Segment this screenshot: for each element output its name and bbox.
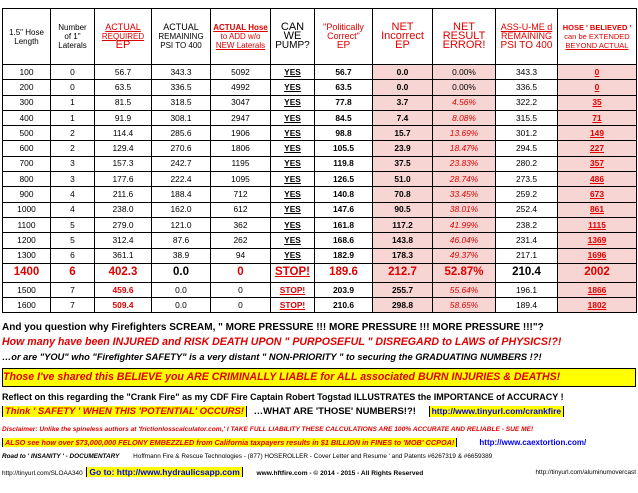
cell-laterals: 0 [51, 65, 95, 80]
cell-laterals: 1 [51, 95, 95, 110]
cell-assumed-remaining: 252.4 [496, 202, 558, 217]
cell-net-result: 8.08% [433, 110, 496, 125]
cell-laterals: 5 [51, 233, 95, 248]
cell-actual-required: 56.7 [95, 65, 152, 80]
header-net-result: NET RESULT ERROR! [433, 9, 496, 65]
cell-actual-remaining: 336.5 [152, 80, 211, 95]
cell-politically-correct: 98.8 [315, 126, 373, 141]
cell-assumed-remaining: 336.5 [496, 80, 558, 95]
table-row [3, 202, 637, 217]
table-row [3, 110, 637, 125]
table-row [3, 187, 637, 202]
line-footer [2, 467, 636, 477]
cell-actual-required: 129.4 [95, 141, 152, 156]
cell-actual-hose: 0 [211, 263, 271, 282]
what-are-numbers: …WHAT ARE 'THOSE' NUMBERS!?! [253, 406, 416, 417]
cell-actual-remaining: 285.6 [152, 126, 211, 141]
cell-laterals: 2 [51, 126, 95, 141]
header-row [3, 9, 637, 65]
cell-assumed-remaining: 294.5 [496, 141, 558, 156]
table-row [3, 65, 637, 80]
cell-can-pump: YES [271, 80, 315, 95]
cell-actual-remaining: 343.3 [152, 65, 211, 80]
cell-length: 100 [3, 65, 51, 80]
cell-laterals: 3 [51, 156, 95, 171]
header-hose-believed: HOSE ' BELIEVED ' can be EXTENDED BEYOND ACTUAL [558, 9, 637, 65]
cell-hose-believed: 0 [558, 65, 637, 80]
hoffmann-line: Hoffmann Fire & Rescue Technologies - (877) HOSEROLLER - Cover Letter and Resume ' and Patents #6267319 & #6659389 [133, 453, 493, 460]
cell-actual-remaining: 270.6 [152, 141, 211, 156]
cell-can-pump: YES [271, 217, 315, 232]
cell-laterals: 1 [51, 110, 95, 125]
cell-politically-correct: 63.5 [315, 80, 373, 95]
table-row [3, 217, 637, 232]
cell-net-result: 58.65% [433, 298, 496, 313]
cell-net-result: 23.83% [433, 156, 496, 171]
cell-net-incorrect: 90.5 [373, 202, 433, 217]
cell-actual-required: 238.0 [95, 202, 152, 217]
cell-actual-required: 279.0 [95, 217, 152, 232]
cell-net-result: 38.01% [433, 202, 496, 217]
header-length: 1.5" Hose Length [3, 9, 51, 65]
cell-hose-believed: 227 [558, 141, 637, 156]
cell-politically-correct: 77.8 [315, 95, 373, 110]
cell-assumed-remaining: 322.2 [496, 95, 558, 110]
think-safety-box: Think ' SAFETY ' WHEN THIS 'POTENTIAL' OCCURS! [2, 406, 247, 417]
cell-assumed-remaining: 217.1 [496, 248, 558, 263]
cell-politically-correct: 84.5 [315, 110, 373, 125]
header-actual-hose: ACTUAL Hose to ADD w/o NEW Laterals [211, 9, 271, 65]
cell-can-pump: YES [271, 141, 315, 156]
cell-actual-hose: 362 [211, 217, 271, 232]
cell-can-pump: YES [271, 248, 315, 263]
cell-can-pump: YES [271, 187, 315, 202]
line-also-see [2, 438, 586, 447]
cell-laterals: 0 [51, 80, 95, 95]
cell-actual-remaining: 308.1 [152, 110, 211, 125]
cell-can-pump: YES [271, 110, 315, 125]
cell-actual-required: 63.5 [95, 80, 152, 95]
header-actual-remaining: ACTUAL REMAINING PSI TO 400 [152, 9, 211, 65]
cell-length: 500 [3, 126, 51, 141]
table-row [3, 80, 637, 95]
line-crank-fire: Reflect on this regarding the "Crank Fire" as my CDF Fire Captain Robert Togstad ILLUSTRATES the IMPORTANCE of ACCURACY ! [2, 392, 564, 402]
header-net-incorrect: NET Incorrect EP [373, 9, 433, 65]
cell-actual-required: 509.4 [95, 298, 152, 313]
cell-laterals: 3 [51, 172, 95, 187]
cell-laterals: 6 [51, 263, 95, 282]
cell-actual-hose: 5092 [211, 65, 271, 80]
cell-net-result: 18.47% [433, 141, 496, 156]
table-row [3, 248, 637, 263]
cell-laterals: 4 [51, 187, 95, 202]
cell-politically-correct: 56.7 [315, 65, 373, 80]
cell-length: 1100 [3, 217, 51, 232]
cell-actual-hose: 1906 [211, 126, 271, 141]
cell-net-incorrect: 51.0 [373, 172, 433, 187]
table-row [3, 95, 637, 110]
cell-net-incorrect: 7.4 [373, 110, 433, 125]
table-row [3, 126, 637, 141]
cell-actual-remaining: 222.4 [152, 172, 211, 187]
cell-net-result: 49.37% [433, 248, 496, 263]
caextortion-link[interactable]: http://www.caextortion.com/ [479, 438, 587, 447]
cell-net-result: 55.64% [433, 282, 496, 297]
cell-politically-correct: 210.6 [315, 298, 373, 313]
cell-length: 1500 [3, 282, 51, 297]
cell-can-pump: STOP! [271, 263, 315, 282]
cell-politically-correct: 168.6 [315, 233, 373, 248]
cell-net-incorrect: 3.7 [373, 95, 433, 110]
table-row [3, 156, 637, 171]
cell-actual-required: 459.6 [95, 282, 152, 297]
line-disclaimer: Disclaimer: Unlike the spineless authors at 'frictionlosscalculator.com,' I TAKE FULL LIABILITY THESE CALCULATIONS ARE 100% ACCURATE AND RELIABLE - SUE ME! [2, 426, 534, 433]
cell-hose-believed: 0 [558, 80, 637, 95]
friction-loss-table [2, 8, 637, 313]
cell-assumed-remaining: 273.5 [496, 172, 558, 187]
cell-politically-correct: 161.8 [315, 217, 373, 232]
cell-assumed-remaining: 315.5 [496, 110, 558, 125]
cell-net-incorrect: 0.0 [373, 80, 433, 95]
line-think-safety [2, 406, 564, 417]
cell-hose-believed: 149 [558, 126, 637, 141]
cell-actual-required: 402.3 [95, 263, 152, 282]
cell-length: 1400 [3, 263, 51, 282]
cell-hose-believed: 1115 [558, 217, 637, 232]
line-injured: How many have been INJURED and RISK DEATH UPON " PURPOSEFUL " DISREGARD to LAWS of PHYSICS!?! [2, 336, 562, 348]
cell-laterals: 2 [51, 141, 95, 156]
cell-can-pump: YES [271, 202, 315, 217]
documentary-link[interactable]: Road to ' INSANITY ' - DOCUMENTARY [2, 453, 120, 460]
cell-assumed-remaining: 231.4 [496, 233, 558, 248]
cell-actual-required: 157.3 [95, 156, 152, 171]
cell-actual-hose: 94 [211, 248, 271, 263]
cell-net-result: 41.99% [433, 217, 496, 232]
cell-length: 1600 [3, 298, 51, 313]
cell-actual-required: 114.4 [95, 126, 152, 141]
cell-hose-believed: 1866 [558, 282, 637, 297]
header-politically-correct: "Politically Correct" EP [315, 9, 373, 65]
header-actual-required: ACTUAL REQUIRED EP [95, 9, 152, 65]
sloaa-link[interactable]: http://tinyurl.com/SLOAA340 [2, 470, 83, 477]
cell-length: 1200 [3, 233, 51, 248]
cell-actual-hose: 2947 [211, 110, 271, 125]
cell-actual-remaining: 242.7 [152, 156, 211, 171]
cell-actual-remaining: 0.0 [152, 298, 211, 313]
cell-net-incorrect: 298.8 [373, 298, 433, 313]
header-can-we-pump: CAN WE PUMP? [271, 9, 315, 65]
cell-laterals: 5 [51, 217, 95, 232]
cell-actual-remaining: 318.5 [152, 95, 211, 110]
cell-can-pump: STOP! [271, 298, 315, 313]
cell-politically-correct: 140.8 [315, 187, 373, 202]
cell-actual-remaining: 0.0 [152, 263, 211, 282]
cell-net-incorrect: 143.8 [373, 233, 433, 248]
cell-net-incorrect: 70.8 [373, 187, 433, 202]
cell-actual-hose: 0 [211, 298, 271, 313]
cell-hose-believed: 673 [558, 187, 637, 202]
table-row [3, 233, 637, 248]
cell-hose-believed: 1369 [558, 233, 637, 248]
cell-length: 300 [3, 95, 51, 110]
header-laterals: Number of 1" Laterals [51, 9, 95, 65]
cell-assumed-remaining: 210.4 [496, 263, 558, 282]
line-scream: And you question why Firefighters SCREAM, " MORE PRESSURE !!! MORE PRESSURE !!! MORE PRESSURE !!!"? [2, 322, 544, 333]
cell-actual-remaining: 87.6 [152, 233, 211, 248]
cell-length: 1000 [3, 202, 51, 217]
aluminumovercast-link[interactable]: http://tinyurl.com/aluminumovercast [535, 469, 636, 476]
line-liable: Those I've shared this BELIEVE you ARE CRIMINALLY LIABLE for ALL associated BURN INJURIES & DEATHS! [2, 368, 636, 387]
cell-actual-hose: 0 [211, 282, 271, 297]
cell-can-pump: YES [271, 65, 315, 80]
cell-politically-correct: 182.9 [315, 248, 373, 263]
cell-actual-remaining: 0.0 [152, 282, 211, 297]
cell-actual-required: 91.9 [95, 110, 152, 125]
line-non-priority: …or are "YOU" who "Firefighter SAFETY" is a very distant " NON-PRIORITY " to securing the GRADUATING NUMBERS !?! [2, 352, 542, 362]
table-row [3, 172, 637, 187]
cell-net-result: 52.87% [433, 263, 496, 282]
cell-laterals: 7 [51, 282, 95, 297]
cell-politically-correct: 105.5 [315, 141, 373, 156]
cell-actual-hose: 612 [211, 202, 271, 217]
cell-length: 800 [3, 172, 51, 187]
cell-hose-believed: 1696 [558, 248, 637, 263]
table-body [3, 65, 637, 313]
copyright: www.hftfire.com - © 2014 - 2015 - All Rights Reserved [256, 470, 424, 477]
line-road-to-insanity [2, 453, 492, 460]
cell-hose-believed: 71 [558, 110, 637, 125]
cell-politically-correct: 147.6 [315, 202, 373, 217]
cell-actual-remaining: 188.4 [152, 187, 211, 202]
cell-net-incorrect: 37.5 [373, 156, 433, 171]
cell-assumed-remaining: 189.4 [496, 298, 558, 313]
cell-net-incorrect: 255.7 [373, 282, 433, 297]
header-assumed-remaining: ASS-U-ME d REMAINING PSI TO 400 [496, 9, 558, 65]
cell-hose-believed: 35 [558, 95, 637, 110]
cell-net-result: 28.74% [433, 172, 496, 187]
cell-actual-required: 361.1 [95, 248, 152, 263]
cell-actual-hose: 1195 [211, 156, 271, 171]
cell-politically-correct: 126.5 [315, 172, 373, 187]
crankfire-link[interactable]: http://www.tinyurl.com/crankfire [429, 406, 565, 417]
embezzled-box: ALSO see how over $73,000,000 FELONY EMBEZZLED from California taxpayers results in $1 BILLION in FINES to 'MOB' CCPOA! [2, 438, 457, 447]
cell-net-incorrect: 15.7 [373, 126, 433, 141]
cell-assumed-remaining: 259.2 [496, 187, 558, 202]
cell-politically-correct: 203.9 [315, 282, 373, 297]
cell-can-pump: YES [271, 172, 315, 187]
cell-hose-believed: 861 [558, 202, 637, 217]
cell-can-pump: YES [271, 156, 315, 171]
cell-laterals: 4 [51, 202, 95, 217]
cell-assumed-remaining: 301.2 [496, 126, 558, 141]
cell-actual-hose: 1806 [211, 141, 271, 156]
cell-actual-remaining: 121.0 [152, 217, 211, 232]
cell-net-incorrect: 178.3 [373, 248, 433, 263]
cell-hose-believed: 1802 [558, 298, 637, 313]
cell-actual-required: 81.5 [95, 95, 152, 110]
table-row [3, 282, 637, 297]
cell-actual-hose: 3047 [211, 95, 271, 110]
cell-length: 200 [3, 80, 51, 95]
cell-politically-correct: 189.6 [315, 263, 373, 282]
cell-net-incorrect: 23.9 [373, 141, 433, 156]
cell-net-result: 4.56% [433, 95, 496, 110]
cell-can-pump: YES [271, 95, 315, 110]
cell-length: 600 [3, 141, 51, 156]
cell-length: 700 [3, 156, 51, 171]
cell-net-incorrect: 212.7 [373, 263, 433, 282]
cell-actual-remaining: 38.9 [152, 248, 211, 263]
cell-length: 400 [3, 110, 51, 125]
cell-hose-believed: 2002 [558, 263, 637, 282]
cell-can-pump: YES [271, 126, 315, 141]
cell-assumed-remaining: 196.1 [496, 282, 558, 297]
cell-net-incorrect: 117.2 [373, 217, 433, 232]
cell-net-incorrect: 0.0 [373, 65, 433, 80]
table-row [3, 141, 637, 156]
cell-net-result: 0.00% [433, 80, 496, 95]
cell-net-result: 46.04% [433, 233, 496, 248]
cell-length: 1300 [3, 248, 51, 263]
cell-can-pump: STOP! [271, 282, 315, 297]
table-row-highlight [3, 263, 637, 282]
cell-actual-hose: 262 [211, 233, 271, 248]
cell-politically-correct: 119.8 [315, 156, 373, 171]
cell-actual-hose: 712 [211, 187, 271, 202]
cell-hose-believed: 486 [558, 172, 637, 187]
cell-hose-believed: 357 [558, 156, 637, 171]
cell-laterals: 6 [51, 248, 95, 263]
cell-length: 900 [3, 187, 51, 202]
cell-assumed-remaining: 238.2 [496, 217, 558, 232]
cell-actual-required: 211.6 [95, 187, 152, 202]
cell-net-result: 13.69% [433, 126, 496, 141]
hydraulicsapp-link[interactable]: Go to: http://www.hydraulicsapp.com [86, 467, 242, 477]
cell-assumed-remaining: 343.3 [496, 65, 558, 80]
cell-laterals: 7 [51, 298, 95, 313]
cell-actual-hose: 1095 [211, 172, 271, 187]
cell-assumed-remaining: 280.2 [496, 156, 558, 171]
cell-actual-hose: 4992 [211, 80, 271, 95]
cell-actual-remaining: 162.0 [152, 202, 211, 217]
cell-actual-required: 177.6 [95, 172, 152, 187]
table-row [3, 298, 637, 313]
cell-net-result: 33.45% [433, 187, 496, 202]
cell-net-result: 0.00% [433, 65, 496, 80]
cell-actual-required: 312.4 [95, 233, 152, 248]
cell-can-pump: YES [271, 233, 315, 248]
